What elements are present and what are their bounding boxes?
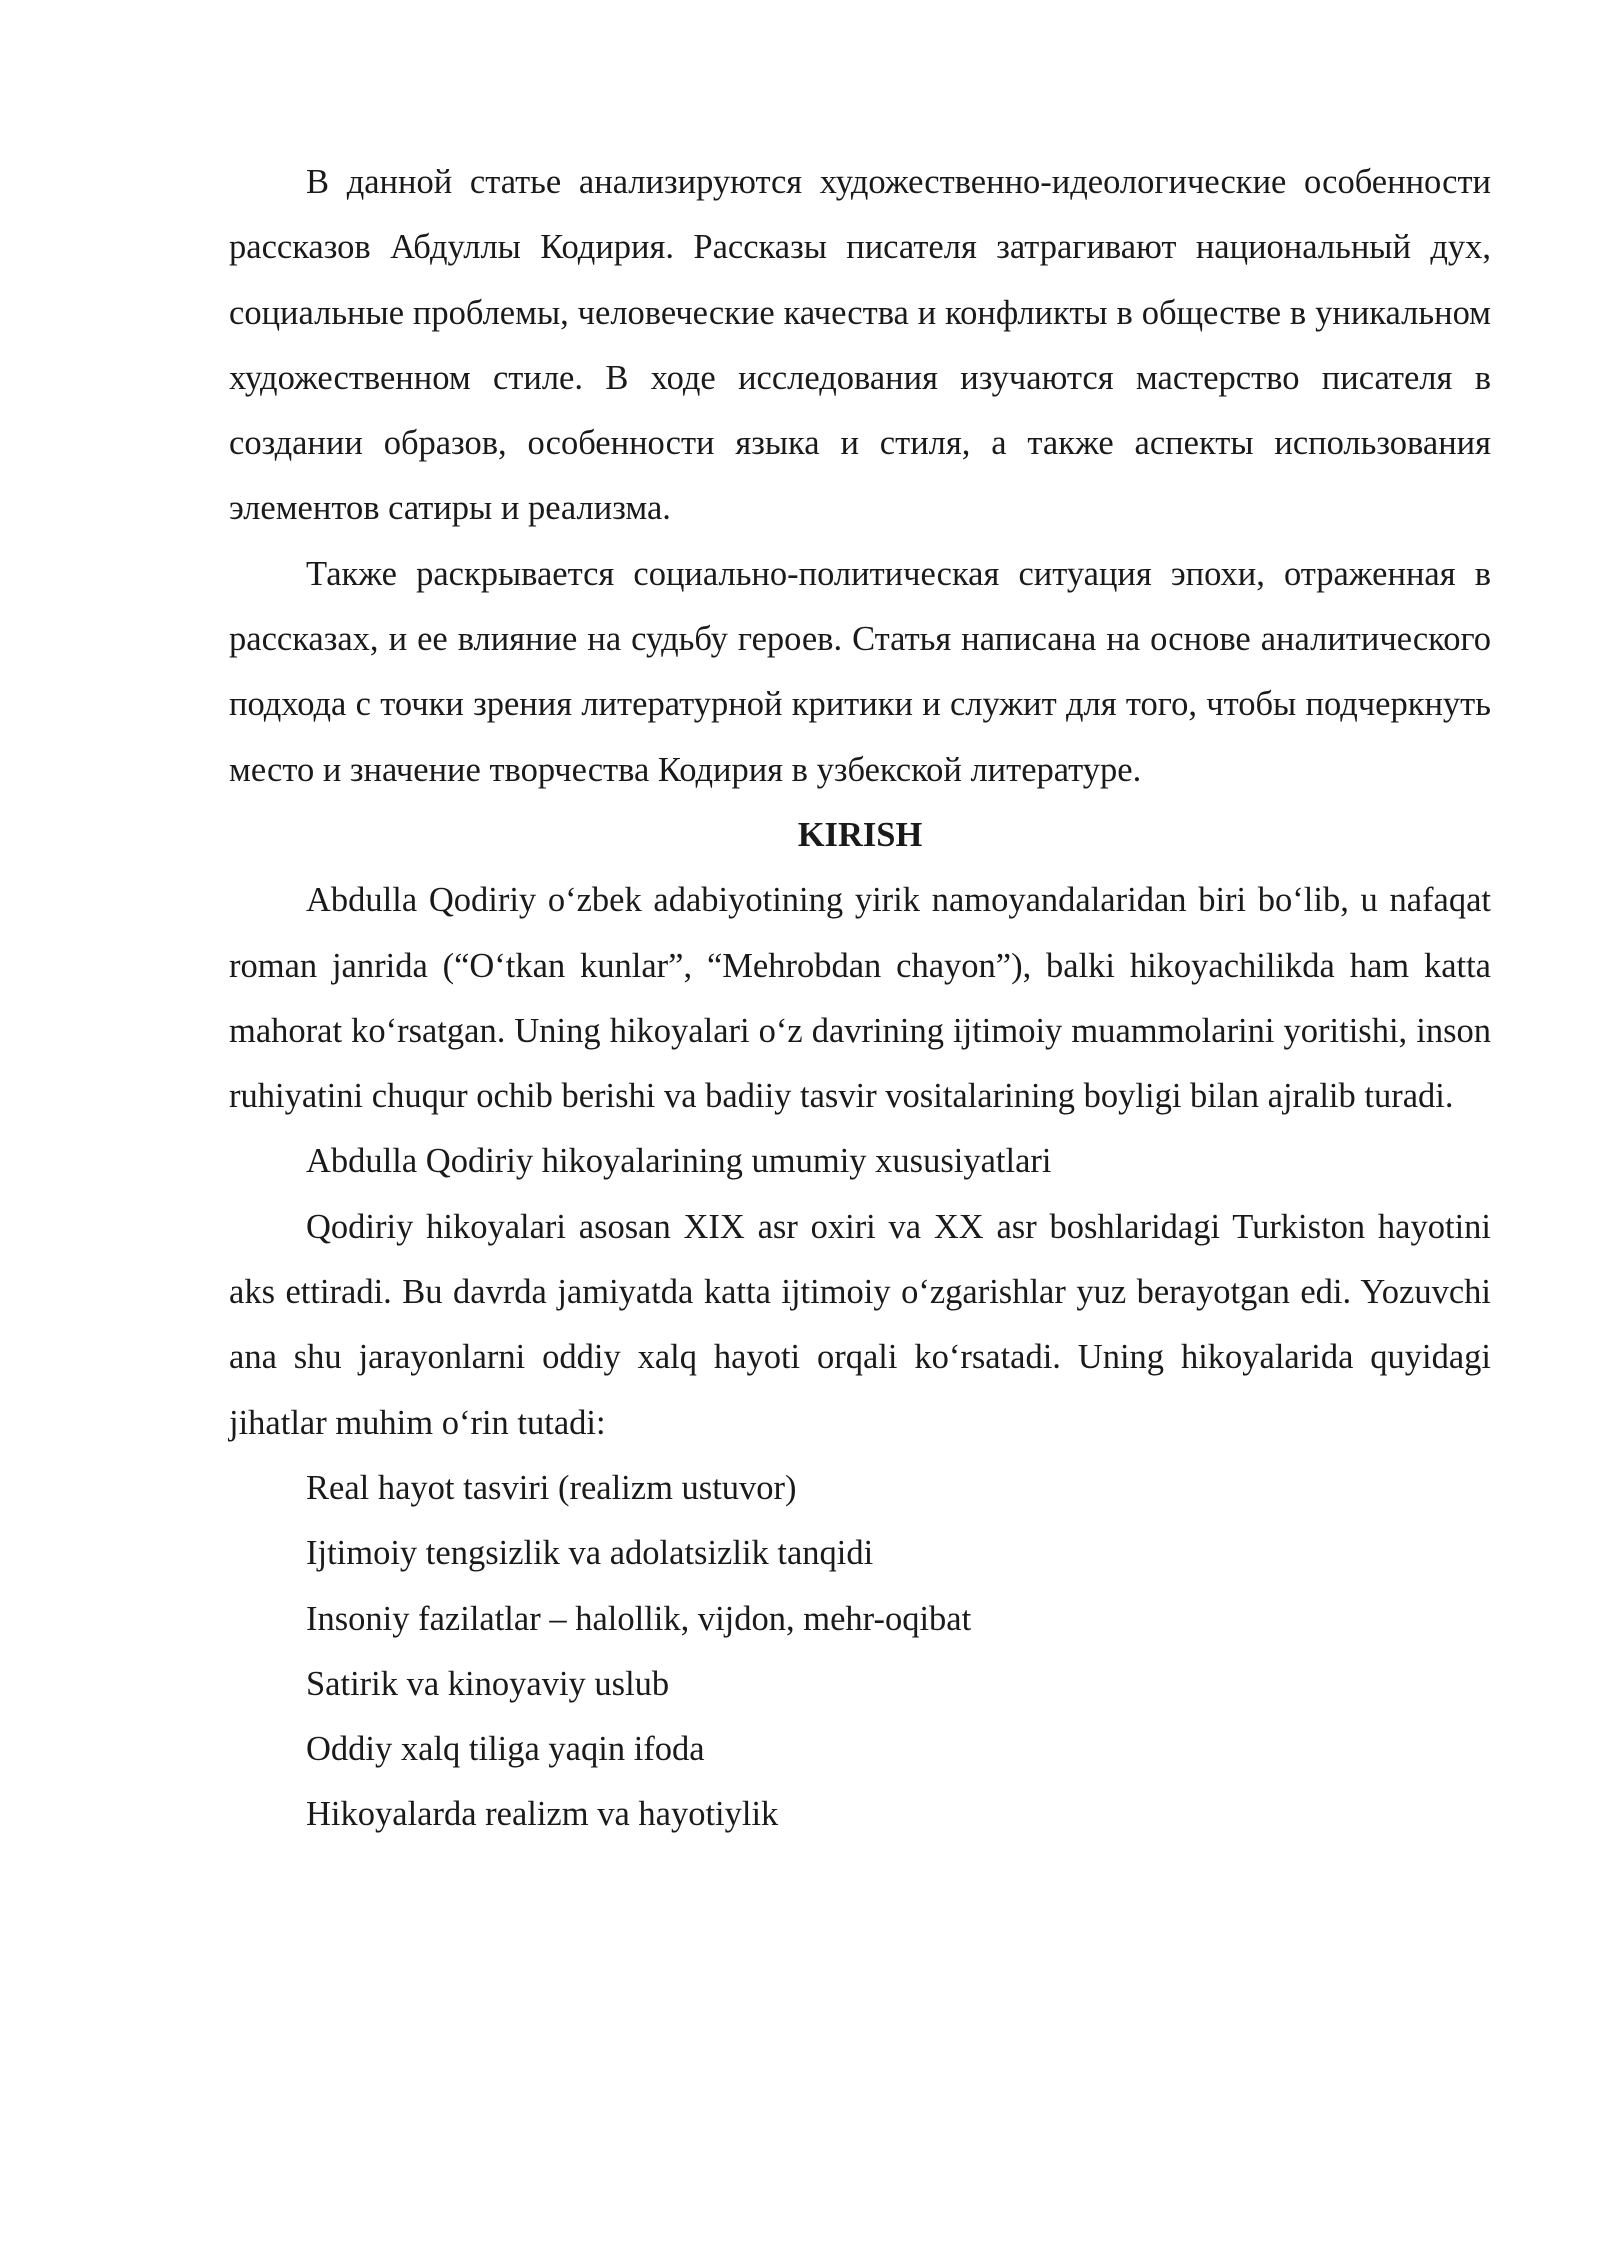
list-item: Insoniy fazilatlar – halollik, vijdon, mehr-oqibat (306, 1599, 972, 1638)
list-item: Ijtimoiy tengsizlik va adolatsizlik tanqidi (306, 1534, 874, 1573)
subheading: Abdulla Qodiriy hikoyalarining umumiy xususiyatlari (306, 1142, 1052, 1181)
list-item: Oddiy xalq tiliga yaqin ifoda (306, 1730, 705, 1769)
intro-paragraph: Abdulla Qodiriy oʻzbek adabiyotining yirik namoyandalaridan biri boʻlib, u nafaqat roman janrida (“Oʻtkan kunlar”, “Mehrobdan chayon”), balki hikoyachilikda ham katta mahorat koʻrsatgan. Uning hikoyalari oʻz davrining ijtimoiy muammolarini yoritishi, inson ruhiyatini chuqur ochib berishi va badiiy tasvir vositalarining boyligi bilan ajralib turadi. (229, 881, 1491, 1116)
abstract-paragraph-2: Также раскрывается социально-политическая ситуация эпохи, отраженная в рассказах, и ее влияние на судьбу героев. Статья написана на основе аналитического подхода с точки зрения литературной критики и служит для того, чтобы подчеркнуть место и значение творчества Кодирия в узбекской литературе. (229, 554, 1491, 789)
abstract-paragraph-1: В данной статье анализируются художественно-идеологические особенности рассказов Абдуллы Кодирия. Рассказы писателя затрагивают национальный дух, социальные проблемы, человеческие качества и конфликты в обществе в уникальном художественном стиле. В ходе исследования изучаются мастерство писателя в создании образов, особенности языка и стиля, а также аспекты использования элементов сатиры и реализма. (229, 163, 1491, 528)
section-heading: KIRISH (797, 815, 923, 854)
list-item: Satirik va kinoyaviy uslub (306, 1664, 670, 1703)
list-item: Real hayot tasviri (realizm ustuvor) (306, 1468, 797, 1507)
document-body (229, 150, 1491, 1848)
section-title: Hikoyalarda realizm va hayotiylik (306, 1795, 779, 1834)
body-paragraph: Qodiriy hikoyalari asosan XIX asr oxiri va XX asr boshlaridagi Turkiston hayotini aks ettiradi. Bu davrda jamiyatda katta ijtimoiy oʻzgarishlar yuz berayotgan edi. Yozuvchi ana shu jarayonlarni oddiy xalq hayoti orqali koʻrsatadi. Uning hikoyalarida quyidagi jihatlar muhim oʻrin tutadi: (229, 1207, 1491, 1442)
